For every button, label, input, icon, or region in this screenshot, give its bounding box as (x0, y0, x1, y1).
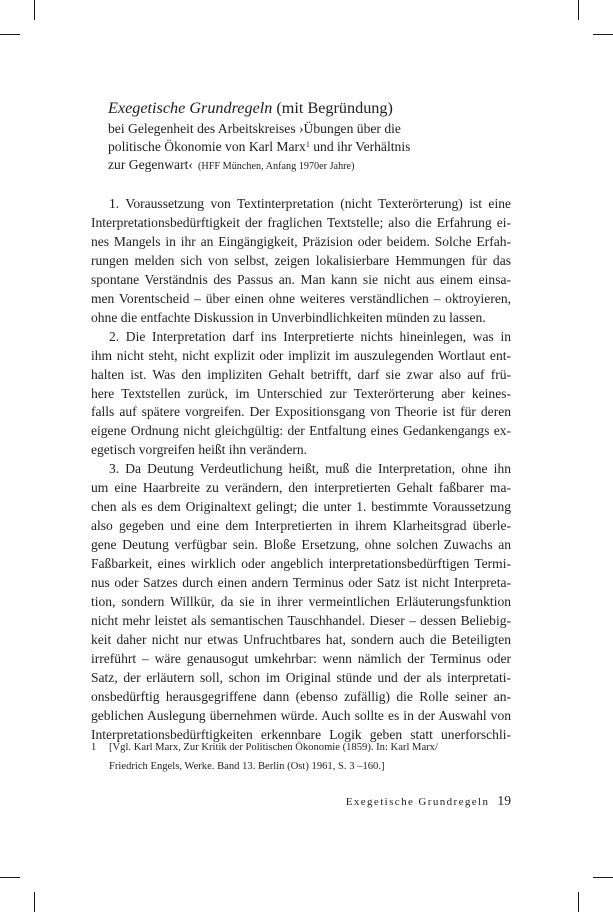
body-line: chen als es dem Originaltext gelingt; die unter 1. bestimmte Voraussetzung (91, 499, 511, 515)
footnote-line: Friedrich Engels, Werke. Band 13. Berlin (Ost) 1961, S. 3 –160.] (109, 761, 385, 772)
body-line: here Textstellen zurück, im Unterschied zur Texterörterung aber keines- (91, 385, 511, 401)
body-line: um eine Haarbreite zu verändern, den interpretierten Gehalt faßbarer ma- (91, 480, 511, 496)
crop-mark (578, 0, 579, 20)
crop-mark (0, 34, 20, 35)
chapter-title (108, 97, 528, 120)
chapter-heading (108, 97, 528, 174)
body-line: rungen melden sich von selbst, zeigen lokalisierbare Hemmungen für das (91, 252, 511, 268)
subtitle-context: (HFF München, Anfang 1970er Jahre) (192, 161, 355, 172)
running-title: Exegetische Grundregeln (345, 796, 490, 808)
running-footer (91, 792, 511, 810)
body-line: geblichen Auslegung übernehmen würde. Auch sollte es in der Auswahl von (91, 707, 511, 723)
body-line: falls auf spätere vorgreifen. Der Expositionsgang von Theorie ist für deren (91, 404, 511, 420)
body-line: Interpretationsbedürftigkeit der fraglichen Textstelle; also die Erfahrung ei- (91, 214, 511, 230)
crop-mark (0, 877, 20, 878)
body-line: gene Deutung verfügbar sein. Bloße Ersetzung, ohne solchen Zuwachs an (91, 537, 511, 553)
body-line: nes Mangels in ihr an Eingängigkeit, Präzision oder beidem. Solche Erfah- (91, 233, 511, 249)
subtitle-text: und ihr Verhältnis (309, 139, 411, 154)
chapter-title-rest: (mit Begründung) (272, 99, 393, 117)
body-line: men Vorentscheid – über einen ohne weiteres verständlichen – oktroyieren, (91, 290, 511, 306)
footnote (91, 738, 511, 776)
body-line: Faßbarkeit, eines wirklich oder angeblich interpretationsbedürftigen Termi- (91, 556, 511, 572)
crop-mark (593, 877, 613, 878)
body-line: onsbedürftig herausgegriffene dann (ebenso zufällig) die Rolle seiner an- (91, 688, 511, 704)
body-line: Interpretationsbedürftigkeiten erkennbare Logik geben statt unerforschli- (91, 726, 511, 742)
footnote-ref: 1 (305, 140, 310, 149)
body-line: 3. Da Deutung Verdeutlichung heißt, muß die Interpretation, ohne ihn (109, 461, 511, 477)
subtitle-line (108, 138, 528, 156)
footnote-text: [Vgl. Karl Marx, Zur Kritik der Politischen Ökonomie (1859). In: Karl Marx/ (109, 742, 438, 753)
body-text (91, 195, 511, 745)
footnote-line (91, 738, 511, 757)
body-line: halten ist. Was den impliziten Gehalt betrifft, darf sie zwar also auf frü- (91, 366, 511, 382)
subtitle-line (108, 156, 528, 174)
crop-mark (593, 34, 613, 35)
body-line: tion, sondern Willkür, da sie in ihrer vermeintlichen Erläuterungsfunktion (91, 594, 511, 610)
crop-mark (34, 0, 35, 20)
subtitle-line: bei Gelegenheit des Arbeitskreises ›Übungen über die (108, 121, 401, 136)
body-line: egetisch vorgreifen heißt ihn verändern. (91, 442, 308, 458)
body-line: nicht mehr leistet als semantischen Tauschhandel. Dieser – dessen Beliebig- (91, 612, 511, 628)
subtitle-text: zur Gegenwart‹ (108, 157, 193, 172)
body-line: Satz, der erläutern soll, schon im Original stünde und der als interpretati- (91, 669, 511, 685)
body-line: 2. Die Interpretation darf ins Interpretierte nichts hineinlegen, was in (109, 328, 511, 344)
body-line: keit daher nicht nur etwas Unfruchtbares hat, sondern auch die Beteiligten (91, 631, 511, 647)
body-line: ohne die entfachte Diskussion in Unverbindlichkeiten münden zu lassen. (91, 309, 486, 325)
page-number: 19 (497, 793, 511, 808)
crop-mark (34, 892, 35, 912)
body-line: eigene Ordnung nicht gleichgültig: der Entfaltung eines Gedankengangs ex- (91, 423, 511, 439)
body-line: also gegeben und eine dem Interpretierten in ihrem Klarheitsgrad überle- (91, 518, 511, 534)
chapter-title-italic: Exegetische Grundregeln (108, 99, 273, 117)
body-line: ihm nicht steht, nicht explizit oder implizit im auszulegenden Wortlaut ent- (91, 347, 511, 363)
body-line: spontane Verständnis des Passus an. Man kann sie nicht aus einem einsa- (91, 271, 511, 287)
subtitle-text: politische Ökonomie von Karl Marx (108, 139, 306, 154)
body-line: nus oder Satzes durch einen andern Terminus oder Satz ist nicht Interpreta- (91, 575, 511, 591)
body-line: irreführt – wäre genausogut umkehrbar: wenn nämlich der Terminus oder (91, 650, 511, 666)
crop-mark (578, 892, 579, 912)
body-line: 1. Voraussetzung von Textinterpretation (nicht Texterörterung) ist eine (109, 196, 511, 211)
footnote-number: 1 (91, 742, 97, 753)
